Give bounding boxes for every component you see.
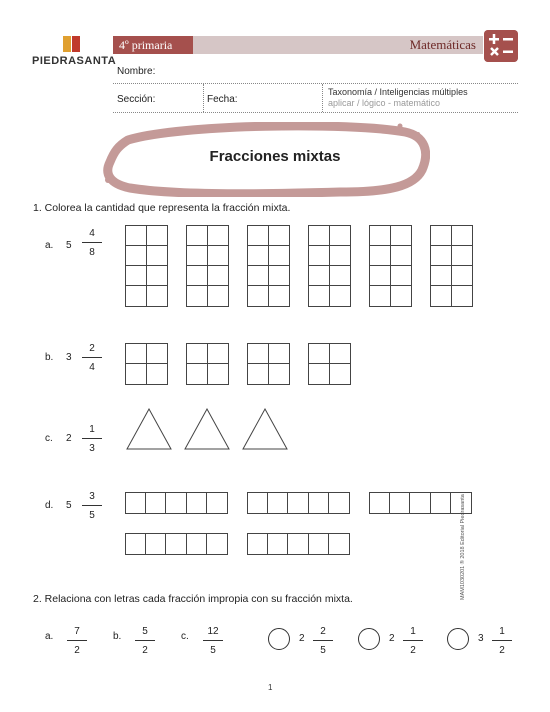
logo-text: PIEDRASANTA xyxy=(32,55,117,67)
fraction-grid[interactable] xyxy=(308,225,351,307)
grid-cell[interactable] xyxy=(208,364,229,384)
fraction-bar xyxy=(82,357,102,358)
exercise-1-instruction: 1. Colorea la cantidad que representa la fracción mixta. xyxy=(33,202,291,214)
grid-cell[interactable] xyxy=(452,226,473,246)
fraction-grid[interactable] xyxy=(308,343,351,385)
name-line[interactable] xyxy=(113,83,518,84)
grid-cell[interactable] xyxy=(207,534,227,554)
triangle-shape[interactable] xyxy=(242,408,288,450)
fraction-grid[interactable] xyxy=(247,533,350,555)
grid-cell[interactable] xyxy=(126,286,147,306)
grid-cell[interactable] xyxy=(370,226,391,246)
grid-cell[interactable] xyxy=(147,286,168,306)
grid-cell[interactable] xyxy=(187,246,208,266)
mixed-whole: 2 xyxy=(389,633,395,644)
grid-cell[interactable] xyxy=(248,344,269,364)
fraction-grid[interactable] xyxy=(186,343,229,385)
grid-cell[interactable] xyxy=(126,493,146,513)
grid-cell[interactable] xyxy=(309,226,330,246)
grid-cell[interactable] xyxy=(208,226,229,246)
grid-cell[interactable] xyxy=(431,286,452,306)
denominator: 5 xyxy=(89,510,95,521)
grid-cell[interactable] xyxy=(268,493,288,513)
numerator: 2 xyxy=(320,626,326,637)
item-label: c. xyxy=(45,433,53,444)
fraction-grid[interactable] xyxy=(247,343,290,385)
fraction-bar xyxy=(135,640,155,641)
name-label: Nombre: xyxy=(117,66,156,77)
answer-circle[interactable] xyxy=(268,628,290,650)
page-title: Fracciones mixtas xyxy=(209,148,341,165)
numerator: 5 xyxy=(142,626,148,637)
grid-cell[interactable] xyxy=(147,246,168,266)
grid-cell[interactable] xyxy=(309,364,330,384)
grid-cell[interactable] xyxy=(269,226,290,246)
grid-cell[interactable] xyxy=(248,534,268,554)
grid-cell[interactable] xyxy=(126,246,147,266)
fraction-bar xyxy=(67,640,87,641)
grid-cell[interactable] xyxy=(410,493,430,513)
numerator: 4 xyxy=(89,228,95,239)
fraction xyxy=(67,625,87,657)
grid-cell[interactable] xyxy=(391,286,412,306)
grid-cell[interactable] xyxy=(187,286,208,306)
numerator: 2 xyxy=(89,343,95,354)
grid-cell[interactable] xyxy=(166,534,186,554)
denominator: 2 xyxy=(74,645,80,656)
item-label: b. xyxy=(113,631,122,642)
grid-cell[interactable] xyxy=(452,266,473,286)
grid-cell[interactable] xyxy=(309,493,329,513)
numerator: 12 xyxy=(207,626,219,637)
book-logo-icon xyxy=(62,35,82,53)
grid-cell[interactable] xyxy=(147,344,168,364)
grid-cell[interactable] xyxy=(330,344,351,364)
denominator: 4 xyxy=(89,362,95,373)
grid-cell[interactable] xyxy=(126,266,147,286)
item-label: c. xyxy=(181,631,189,642)
grid-cell[interactable] xyxy=(187,226,208,246)
mixed-whole: 2 xyxy=(66,433,72,444)
grid-cell[interactable] xyxy=(187,534,207,554)
grid-cell[interactable] xyxy=(330,286,351,306)
grid-cell[interactable] xyxy=(126,344,147,364)
numerator: 1 xyxy=(89,424,95,435)
grid-cell[interactable] xyxy=(431,493,451,513)
fraction xyxy=(313,625,333,657)
grid-cell[interactable] xyxy=(370,246,391,266)
grid-cell[interactable] xyxy=(391,246,412,266)
grid-cell[interactable] xyxy=(269,286,290,306)
fraction-grid[interactable] xyxy=(247,225,290,307)
copyright-code: MAM1030201 ® 2018 Editorial Piedrasanta xyxy=(460,494,466,600)
item-label: d. xyxy=(45,500,54,511)
fraction-bar xyxy=(82,438,102,439)
grid-cell[interactable] xyxy=(391,266,412,286)
divider xyxy=(322,84,323,112)
fraction xyxy=(82,423,102,455)
fraction-grid[interactable] xyxy=(125,492,228,514)
grid-cell[interactable] xyxy=(309,246,330,266)
grid-cell[interactable] xyxy=(146,493,166,513)
answer-circle[interactable] xyxy=(358,628,380,650)
fraction-bar xyxy=(403,640,423,641)
grid-cell[interactable] xyxy=(330,364,351,384)
fraction xyxy=(82,490,102,522)
grid-cell[interactable] xyxy=(452,246,473,266)
grid-cell[interactable] xyxy=(431,226,452,246)
math-operations-icon xyxy=(484,30,518,62)
grade-label: 4º primaria xyxy=(113,36,193,54)
grid-cell[interactable] xyxy=(248,493,268,513)
grid-cell[interactable] xyxy=(269,246,290,266)
denominator: 5 xyxy=(320,645,326,656)
grid-cell[interactable] xyxy=(288,534,308,554)
grid-cell[interactable] xyxy=(431,266,452,286)
grid-cell[interactable] xyxy=(329,534,349,554)
grid-cell[interactable] xyxy=(269,344,290,364)
fraction-bar xyxy=(203,640,223,641)
grid-cell[interactable] xyxy=(126,534,146,554)
numerator: 1 xyxy=(410,626,416,637)
grid-cell[interactable] xyxy=(248,246,269,266)
grid-cell[interactable] xyxy=(248,286,269,306)
grid-cell[interactable] xyxy=(187,493,207,513)
grid-cell[interactable] xyxy=(208,286,229,306)
exercise-2-instruction: 2. Relaciona con letras cada fracción impropia con su fracción mixta. xyxy=(33,593,353,605)
page-number: 1 xyxy=(268,683,273,692)
denominator: 8 xyxy=(89,247,95,258)
denominator: 5 xyxy=(210,645,216,656)
fraction xyxy=(82,342,102,374)
triangle-shape[interactable] xyxy=(126,408,172,450)
grid-cell[interactable] xyxy=(146,534,166,554)
grid-cell[interactable] xyxy=(309,344,330,364)
fraction-grid[interactable] xyxy=(430,225,473,307)
grid-cell[interactable] xyxy=(370,493,390,513)
grid-cell[interactable] xyxy=(248,226,269,246)
fraction-grid[interactable] xyxy=(125,533,228,555)
fraction-bar xyxy=(82,242,102,243)
grid-cell[interactable] xyxy=(248,364,269,384)
grid-cell[interactable] xyxy=(187,344,208,364)
grid-cell[interactable] xyxy=(126,226,147,246)
grid-cell[interactable] xyxy=(309,534,329,554)
grid-cell[interactable] xyxy=(390,493,410,513)
denominator: 3 xyxy=(89,443,95,454)
grid-cell[interactable] xyxy=(147,226,168,246)
fraction-grid[interactable] xyxy=(369,492,472,514)
section-label: Sección: xyxy=(117,94,156,105)
section-line xyxy=(113,112,518,113)
subject-label: Matemáticas xyxy=(409,37,476,52)
grid-cell[interactable] xyxy=(288,493,308,513)
answer-circle[interactable] xyxy=(447,628,469,650)
fraction-grid[interactable] xyxy=(125,343,168,385)
grid-cell[interactable] xyxy=(269,364,290,384)
fraction-bar xyxy=(82,505,102,506)
grid-cell[interactable] xyxy=(248,266,269,286)
date-label: Fecha: xyxy=(207,94,238,105)
grid-cell[interactable] xyxy=(452,286,473,306)
grid-cell[interactable] xyxy=(309,286,330,306)
mixed-whole: 2 xyxy=(299,633,305,644)
item-label: b. xyxy=(45,352,54,363)
item-label: a. xyxy=(45,631,54,642)
numerator: 1 xyxy=(499,626,505,637)
grid-cell[interactable] xyxy=(147,266,168,286)
grid-cell[interactable] xyxy=(126,364,147,384)
grid-cell[interactable] xyxy=(187,364,208,384)
grid-cell[interactable] xyxy=(330,246,351,266)
grid-cell[interactable] xyxy=(166,493,186,513)
fraction xyxy=(82,227,102,259)
fraction-grid[interactable] xyxy=(125,225,168,307)
grid-cell[interactable] xyxy=(329,493,349,513)
mixed-whole: 5 xyxy=(66,240,72,251)
grid-cell[interactable] xyxy=(187,266,208,286)
grid-cell[interactable] xyxy=(208,344,229,364)
fraction-bar xyxy=(492,640,512,641)
grid-cell[interactable] xyxy=(391,226,412,246)
fraction-bar xyxy=(313,640,333,641)
fraction xyxy=(135,625,155,657)
grid-cell[interactable] xyxy=(269,266,290,286)
grid-cell[interactable] xyxy=(207,493,227,513)
grid-cell[interactable] xyxy=(370,266,391,286)
fraction xyxy=(203,625,223,657)
denominator: 2 xyxy=(499,645,505,656)
triangle-shape[interactable] xyxy=(184,408,230,450)
grid-cell[interactable] xyxy=(147,364,168,384)
grid-cell[interactable] xyxy=(451,493,471,513)
grid-cell[interactable] xyxy=(309,266,330,286)
fraction xyxy=(403,625,423,657)
fraction xyxy=(492,625,512,657)
taxonomy-label: Taxonomía / Inteligencias múltiples xyxy=(328,87,468,97)
grid-cell[interactable] xyxy=(208,266,229,286)
taxonomy-sub-label: aplicar / lógico - matemático xyxy=(328,98,441,108)
grid-cell[interactable] xyxy=(330,226,351,246)
mixed-whole: 3 xyxy=(66,352,72,363)
fraction-grid[interactable] xyxy=(186,225,229,307)
mixed-whole: 3 xyxy=(478,633,484,644)
numerator: 7 xyxy=(74,626,80,637)
grid-cell[interactable] xyxy=(208,246,229,266)
grid-cell[interactable] xyxy=(330,266,351,286)
fraction-grid[interactable] xyxy=(247,492,350,514)
grid-cell[interactable] xyxy=(431,246,452,266)
fraction-grid[interactable] xyxy=(369,225,412,307)
grid-cell[interactable] xyxy=(370,286,391,306)
item-label: a. xyxy=(45,240,54,251)
grid-cell[interactable] xyxy=(268,534,288,554)
mixed-whole: 5 xyxy=(66,500,72,511)
denominator: 2 xyxy=(410,645,416,656)
divider xyxy=(203,84,204,112)
numerator: 3 xyxy=(89,491,95,502)
denominator: 2 xyxy=(142,645,148,656)
